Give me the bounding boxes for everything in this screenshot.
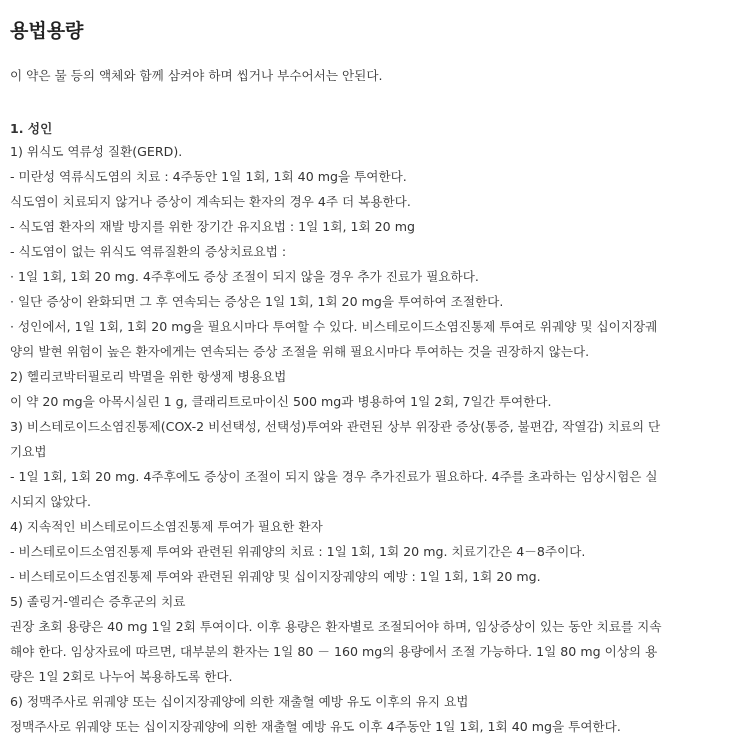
text-line: · 일단 증상이 완화되면 그 후 연속되는 증상은 1일 1회, 1회 20 mg을 투여하여 조절한다. <box>10 294 504 309</box>
text-line: 식도염이 치료되지 않거나 증상이 계속되는 환자의 경우 4주 더 복용한다. <box>10 194 411 209</box>
intro-text: 이 약은 물 등의 액체와 함께 삼켜야 하며 씹거나 부수어서는 안된다. <box>10 68 383 83</box>
text-line: - 비스테로이드소염진통제 투여와 관련된 위궤양의 치료 : 1일 1회, 1회 20 mg. 치료기간은 4－8주이다. <box>10 544 586 559</box>
text-line: · 성인에서, 1일 1회, 1회 20 mg을 필요시마다 투여할 수 있다. 비스테로이드소염진통제 투여로 위궤양 및 십이지장궤 <box>10 319 658 334</box>
text-line: - 식도염 환자의 재발 방지를 위한 장기간 유지요법 : 1일 1회, 1회 20 mg <box>10 219 415 234</box>
text-line: - 식도염이 없는 위식도 역류질환의 증상치료요법 : <box>10 244 287 259</box>
text-line: 6) 정맥주사로 위궤양 또는 십이지장궤양에 의한 재출혈 예방 유도 이후의 유지 요법 <box>10 694 469 709</box>
text-line: 4) 지속적인 비스테로이드소염진통제 투여가 필요한 환자 <box>10 519 323 534</box>
text-line: 권장 초회 용량은 40 mg 1일 2회 투여이다. 이후 용량은 환자별로 조절되어야 하며, 임상증상이 있는 동안 치료를 지속 <box>10 619 662 634</box>
text-line: 해야 한다. 임상자료에 따르면, 대부분의 환자는 1일 80 － 160 mg의 용량에서 조절 가능하다. 1일 80 mg 이상의 용 <box>10 644 658 659</box>
text-line: - 1일 1회, 1회 20 mg. 4주후에도 증상이 조절이 되지 않을 경우 추가진료가 필요하다. 4주를 초과하는 임상시험은 실 <box>10 469 658 484</box>
text-line: - 미란성 역류식도염의 치료 : 4주동안 1일 1회, 1회 40 mg을 투여한다. <box>10 169 407 184</box>
text-line: 3) 비스테로이드소염진통제(COX-2 비선택성, 선택성)투여와 관련된 상부 위장관 증상(통증, 불편감, 작열감) 치료의 단 <box>10 419 661 434</box>
text-line: · 1일 1회, 1회 20 mg. 4주후에도 증상 조절이 되지 않을 경우 추가 진료가 필요하다. <box>10 269 479 284</box>
text-line: 5) 졸링거-엘리슨 증후군의 치료 <box>10 594 186 609</box>
text-line: 정맥주사로 위궤양 또는 십이지장궤양에 의한 재출혈 예방 유도 이후 4주동안 1일 1회, 1회 40 mg을 투여한다. <box>10 719 621 734</box>
text-line: 량은 1일 2회로 나누어 복용하도록 한다. <box>10 669 233 684</box>
text-line: 시되지 않았다. <box>10 494 91 509</box>
section-heading-adult: 1. 성인 <box>10 121 53 136</box>
text-line: 기요법 <box>10 444 47 459</box>
text-line: - 비스테로이드소염진통제 투여와 관련된 위궤양 및 십이지장궤양의 예방 : 1일 1회, 1회 20 mg. <box>10 569 541 584</box>
text-line: 양의 발현 위험이 높은 환자에게는 연속되는 증상 조절을 위해 필요시마다 투여하는 것을 권장하지 않는다. <box>10 344 590 359</box>
text-line: 1) 위식도 역류성 질환(GERD). <box>10 144 183 159</box>
page-title: 용법용량 <box>10 20 84 42</box>
text-line: 2) 헬리코박터필로리 박멸을 위한 항생제 병용요법 <box>10 369 287 384</box>
text-line: 이 약 20 mg을 아목시실린 1 g, 클래리트로마이신 500 mg과 병용하여 1일 2회, 7일간 투여한다. <box>10 394 552 409</box>
